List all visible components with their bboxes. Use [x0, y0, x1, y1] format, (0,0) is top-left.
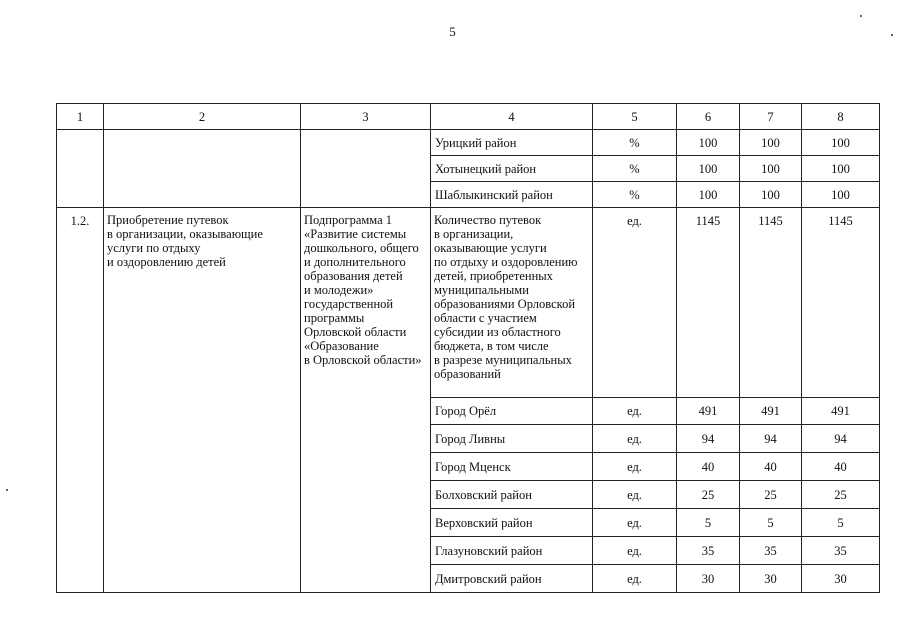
- empty-program-cell: [301, 130, 431, 208]
- district-name: Урицкий район: [431, 130, 593, 156]
- unit-cell: ед.: [593, 208, 677, 398]
- item-program: Подпрограмма 1 «Развитие системы дошкольного, общего и дополнительного образования детей и молодежи» государственной программы Орловской области «Образование в Орловской области»: [301, 208, 431, 593]
- header-row: [57, 104, 880, 130]
- header-cell: 2: [104, 104, 301, 130]
- empty-activity-cell: [104, 130, 301, 208]
- value-cell: 491: [677, 398, 740, 425]
- value-cell: 94: [677, 425, 740, 453]
- value-cell: 30: [802, 565, 880, 593]
- value-cell: 5: [677, 509, 740, 537]
- unit-cell: ед.: [593, 509, 677, 537]
- table-row: [57, 130, 880, 156]
- value-cell: 100: [802, 130, 880, 156]
- scan-speck: [6, 489, 8, 491]
- value-cell: 100: [740, 156, 802, 182]
- header-cell: 5: [593, 104, 677, 130]
- unit-cell: ед.: [593, 453, 677, 481]
- district-name: Болховский район: [431, 481, 593, 509]
- header-cell: 3: [301, 104, 431, 130]
- district-name: Город Мценск: [431, 453, 593, 481]
- value-cell: 1145: [802, 208, 880, 398]
- value-cell: 1145: [677, 208, 740, 398]
- scan-speck: [860, 15, 862, 17]
- page-number: 5: [449, 24, 456, 39]
- value-cell: 40: [740, 453, 802, 481]
- district-name: Город Ливны: [431, 425, 593, 453]
- value-cell: 30: [677, 565, 740, 593]
- district-name: Глазуновский район: [431, 537, 593, 565]
- value-cell: 1145: [740, 208, 802, 398]
- indicators-table: [56, 103, 880, 593]
- value-cell: 100: [677, 156, 740, 182]
- value-cell: 100: [802, 156, 880, 182]
- item-activity: Приобретение путевок в организации, оказывающие услуги по отдыху и оздоровлению детей: [104, 208, 301, 593]
- district-name: Город Орёл: [431, 398, 593, 425]
- value-cell: 94: [802, 425, 880, 453]
- item-number: 1.2.: [57, 208, 104, 593]
- value-cell: 30: [740, 565, 802, 593]
- district-name: Шаблыкинский район: [431, 182, 593, 208]
- unit-cell: %: [593, 156, 677, 182]
- district-name: Хотынецкий район: [431, 156, 593, 182]
- value-cell: 25: [802, 481, 880, 509]
- value-cell: 94: [740, 425, 802, 453]
- value-cell: 5: [740, 509, 802, 537]
- value-cell: 491: [802, 398, 880, 425]
- value-cell: 40: [677, 453, 740, 481]
- value-cell: 25: [677, 481, 740, 509]
- empty-number-cell: [57, 130, 104, 208]
- value-cell: 100: [802, 182, 880, 208]
- unit-cell: %: [593, 182, 677, 208]
- value-cell: 35: [740, 537, 802, 565]
- header-cell: 6: [677, 104, 740, 130]
- district-name: Дмитровский район: [431, 565, 593, 593]
- value-cell: 40: [802, 453, 880, 481]
- unit-cell: ед.: [593, 481, 677, 509]
- item-indicator: Количество путевок в организации, оказывающие услуги по отдыху и оздоровлению детей, приобретенных муниципальными образованиями Орловской области с участием субсидии из областного бюджета, в том числе в разрезе муниципальных образований: [431, 208, 593, 398]
- scan-speck: [891, 34, 893, 36]
- header-cell: 8: [802, 104, 880, 130]
- unit-cell: ед.: [593, 425, 677, 453]
- unit-cell: ед.: [593, 537, 677, 565]
- value-cell: 5: [802, 509, 880, 537]
- district-name: Верховский район: [431, 509, 593, 537]
- value-cell: 100: [677, 130, 740, 156]
- header-cell: 4: [431, 104, 593, 130]
- unit-cell: %: [593, 130, 677, 156]
- value-cell: 100: [740, 182, 802, 208]
- value-cell: 100: [677, 182, 740, 208]
- unit-cell: ед.: [593, 565, 677, 593]
- header-cell: 7: [740, 104, 802, 130]
- value-cell: 35: [677, 537, 740, 565]
- header-cell: 1: [57, 104, 104, 130]
- value-cell: 100: [740, 130, 802, 156]
- unit-cell: ед.: [593, 398, 677, 425]
- value-cell: 491: [740, 398, 802, 425]
- item-row: [57, 208, 880, 398]
- value-cell: 25: [740, 481, 802, 509]
- value-cell: 35: [802, 537, 880, 565]
